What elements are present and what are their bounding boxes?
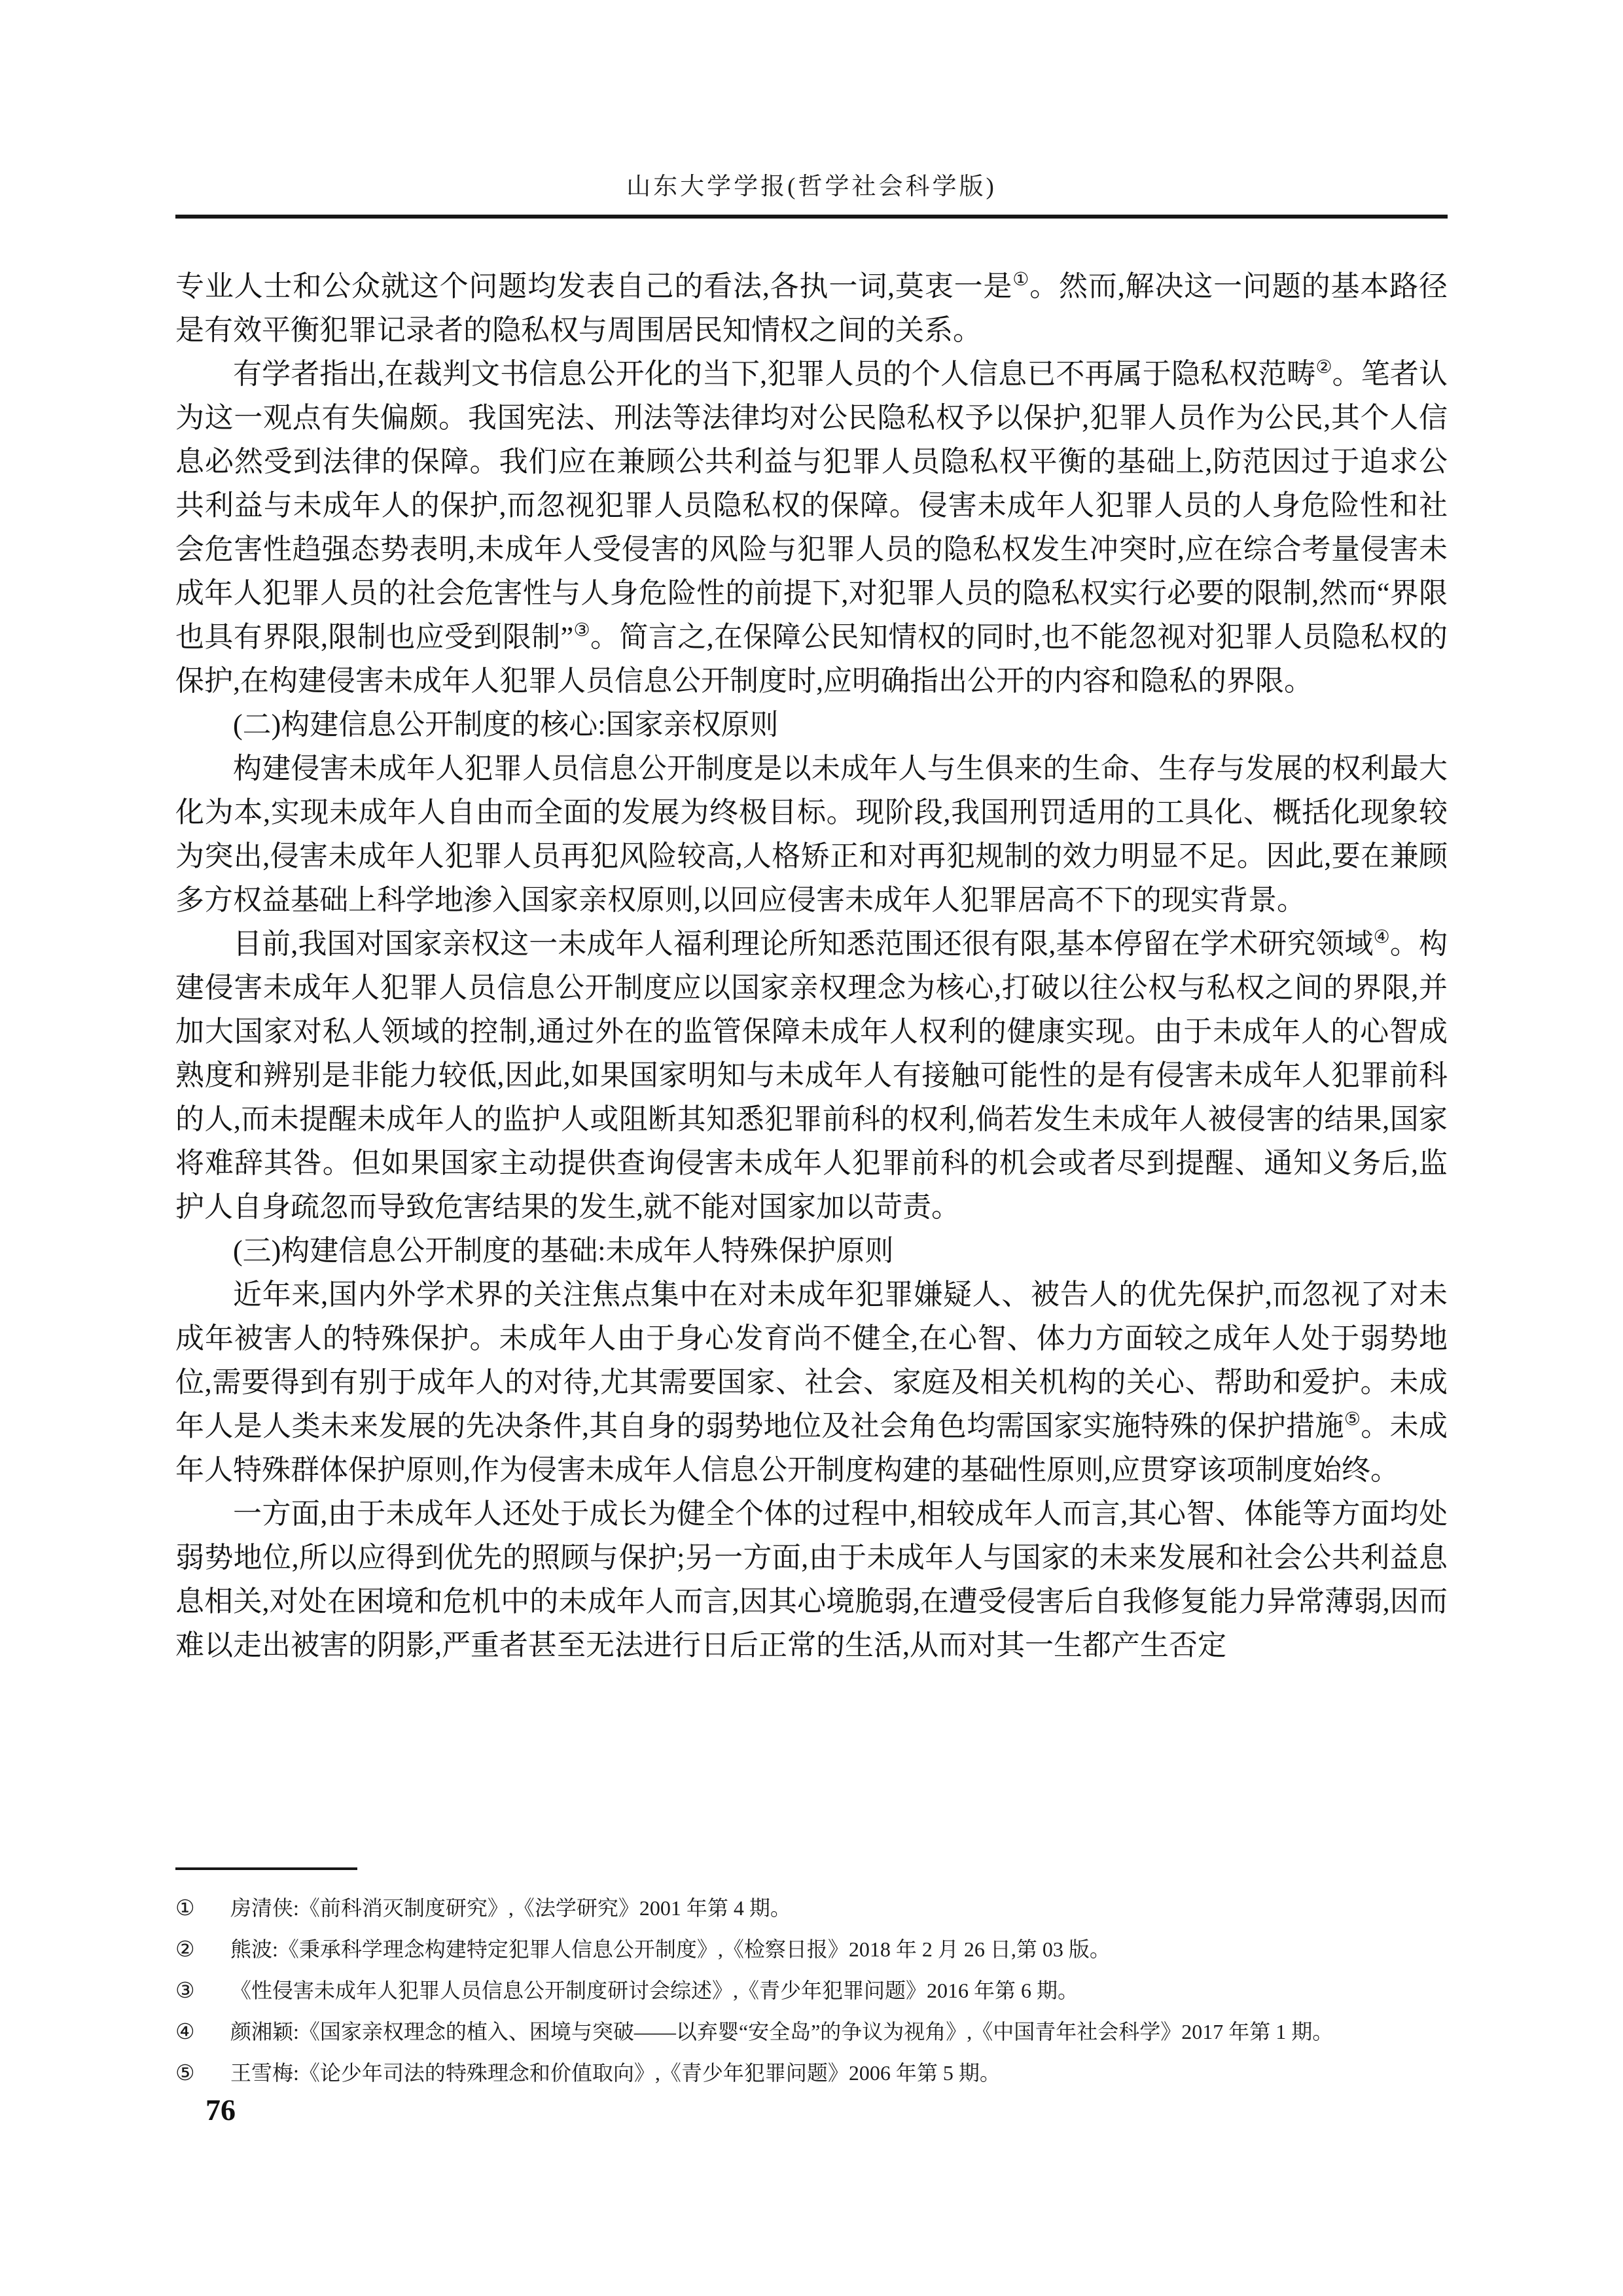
paragraph — [175, 352, 1448, 703]
paragraph-text: 有学者指出,在裁判文书信息公开化的当下,犯罪人员的个人信息已不再属于隐私权范畴 — [233, 358, 1316, 390]
footnote-marker: ② — [175, 1938, 195, 1962]
paragraph — [175, 1273, 1448, 1492]
footnote-text: 熊波:《秉承科学理念构建特定犯罪人信息公开制度》,《检察日报》2018 年 2 月 26 日,第 03 版。 — [230, 1937, 1111, 1961]
footnote-text: 《性侵害未成年人犯罪人员信息公开制度研讨会综述》,《青少年犯罪问题》2016 年第 6 期。 — [230, 1979, 1079, 2002]
paragraph — [175, 264, 1448, 352]
footnote-list — [175, 1895, 1465, 2101]
paragraph-text: 。未成年人特殊群体保护原则,作为侵害未成年人信息公开制度构建的基础性原则,应贯穿该项制度始终。 — [175, 1410, 1448, 1486]
paragraph-text: 。笔者认为这一观点有失偏颇。我国宪法、刑法等法律均对公民隐私权予以保护,犯罪人员作为公民,其个人信息必然受到法律的保障。我们应在兼顾公共利益与犯罪人员隐私权平衡的基础上,防范因过于追求公共利益与未成年人的保护,而忽视犯罪人员隐私权的保障。侵害未成年人犯罪人员的人身危险性和社会危害性趋强态势表明,未成年人受侵害的风险与犯罪人员的隐私权发生冲突时,应在综合考量侵害未成年人犯罪人员的社会危害性与人身危险性的前提下,对犯罪人员的隐私权实行必要的限制,然而“界限也具有界限,限制也应受到限制” — [175, 358, 1448, 653]
footnote — [175, 2060, 1465, 2087]
page-number: 76 — [205, 2093, 236, 2127]
footnote — [175, 1977, 1465, 2004]
footnote-reference: ③ — [573, 620, 591, 641]
paragraph-text: (二)构建信息公开制度的核心:国家亲权原则 — [233, 709, 779, 741]
footnote — [175, 1936, 1465, 1963]
footnote-marker: ⑤ — [175, 2062, 195, 2085]
paragraph-text: 。然而,解决这一问题的基本路径是有效平衡犯罪记录者的隐私权与周围居民知情权之间的关系。 — [175, 270, 1448, 346]
footnote-reference: ⑤ — [1344, 1409, 1361, 1430]
paragraph-text: (三)构建信息公开制度的基础:未成年人特殊保护原则 — [233, 1235, 894, 1267]
article-body — [175, 264, 1448, 1667]
footnote-reference: ① — [1012, 270, 1030, 290]
footnote-text: 王雪梅:《论少年司法的特殊理念和价值取向》,《青少年犯罪问题》2006 年第 5 期。 — [230, 2061, 1001, 2085]
section-heading — [175, 1229, 1448, 1273]
footnote-marker: ① — [175, 1897, 195, 1920]
header-rule — [175, 215, 1448, 219]
paragraph-text: 近年来,国内外学术界的关注焦点集中在对未成年犯罪嫌疑人、被告人的优先保护,而忽视了对未成年被害人的特殊保护。未成年人由于身心发育尚不健全,在心智、体力方面较之成年人处于弱势地位,需要得到有别于成年人的对待,尤其需要国家、社会、家庭及相关机构的关心、帮助和爱护。未成年人是人类未来发展的先决条件,其自身的弱势地位及社会角色均需国家实施特殊的保护措施 — [175, 1279, 1448, 1442]
footnote-marker: ③ — [175, 1979, 195, 2003]
paragraph — [175, 747, 1448, 922]
footnote-marker: ④ — [175, 2021, 195, 2044]
paragraph-text: 构建侵害未成年人犯罪人员信息公开制度是以未成年人与生俱来的生命、生存与发展的权利最大化为本,实现未成年人自由而全面的发展为终极目标。现阶段,我国刑罚适用的工具化、概括化现象较为突出,侵害未成年人犯罪人员再犯风险较高,人格矫正和对再犯规制的效力明显不足。因此,要在兼顾多方权益基础上科学地渗入国家亲权原则,以回应侵害未成年人犯罪居高不下的现实背景。 — [175, 752, 1448, 916]
footnote — [175, 2019, 1465, 2045]
footnote — [175, 1895, 1465, 1922]
paragraph-text: 。简言之,在保障公民知情权的同时,也不能忽视对犯罪人员隐私权的保护,在构建侵害未成年人犯罪人员信息公开制度时,应明确指出公开的内容和隐私的界限。 — [175, 621, 1448, 697]
footnote-reference: ④ — [1373, 927, 1390, 947]
footnote-text: 颜湘颖:《国家亲权理念的植入、困境与突破——以弃婴“安全岛”的争议为视角》,《中国青年社会科学》2017 年第 1 期。 — [230, 2020, 1334, 2043]
paragraph-text: 目前,我国对国家亲权这一未成年人福利理论所知悉范围还很有限,基本停留在学术研究领域 — [233, 928, 1374, 960]
footnote-text: 房清侠:《前科消灭制度研究》,《法学研究》2001 年第 4 期。 — [230, 1896, 791, 1920]
footnote-reference: ② — [1315, 357, 1332, 378]
paragraph-text: 。构建侵害未成年人犯罪人员信息公开制度应以国家亲权理念为核心,打破以往公权与私权之间的界限,并加大国家对私人领域的控制,通过外在的监管保障未成年人权利的健康实现。由于未成年人的心智成熟度和辨别是非能力较低,因此,如果国家明知与未成年人有接触可能性的是有侵害未成年人犯罪前科的人,而未提醒未成年人的监护人或阻断其知悉犯罪前科的权利,倘若发生未成年人被侵害的结果,国家将难辞其咎。但如果国家主动提供查询侵害未成年人犯罪前科的机会或者尽到提醒、通知义务后,监护人自身疏忽而导致危害结果的发生,就不能对国家加以苛责。 — [175, 928, 1448, 1223]
paragraph-text: 一方面,由于未成年人还处于成长为健全个体的过程中,相较成年人而言,其心智、体能等方面均处弱势地位,所以应得到优先的照顾与保护;另一方面,由于未成年人与国家的未来发展和社会公共利益息息相关,对处在困境和危机中的未成年人而言,因其心境脆弱,在遭受侵害后自我修复能力异常薄弱,因而难以走出被害的阴影,严重者甚至无法进行日后正常的生活,从而对其一生都产生否定 — [175, 1498, 1448, 1661]
paragraph — [175, 1492, 1448, 1667]
paragraph-text: 专业人士和公众就这个问题均发表自己的看法,各执一词,莫衷一是 — [175, 270, 1013, 302]
paragraph — [175, 922, 1448, 1229]
section-heading — [175, 703, 1448, 747]
journal-running-head: 山东大学学报(哲学社会科学版) — [626, 173, 997, 200]
footnote-divider — [175, 1867, 357, 1870]
